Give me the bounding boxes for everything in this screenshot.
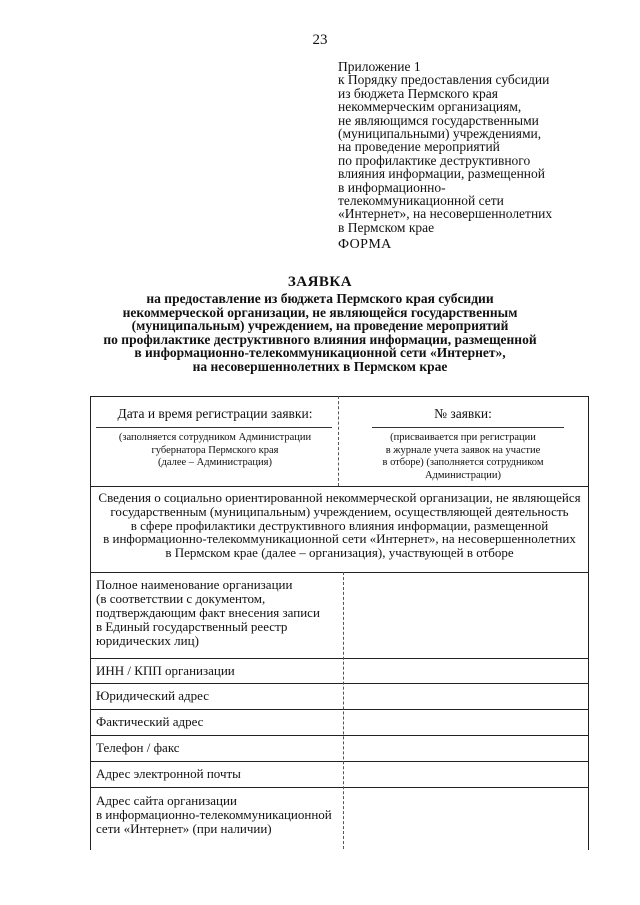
field-line: подтверждающим факт внесения записи bbox=[96, 605, 320, 620]
appendix-line: в информационно- bbox=[338, 179, 446, 195]
field-email bbox=[96, 767, 336, 781]
appendix-line: из бюджета Пермского края bbox=[338, 85, 498, 101]
note-line: Администрации) bbox=[424, 469, 502, 481]
appendix-line: некоммерческим организациям, bbox=[338, 99, 522, 115]
field-line: Юридический адрес bbox=[96, 688, 210, 703]
table-rule bbox=[90, 761, 589, 762]
subtitle-line: по профилактике деструктивного влияния информации, размещенной bbox=[103, 331, 537, 347]
table-rule bbox=[90, 658, 589, 659]
table-rule bbox=[90, 683, 589, 684]
field-line: Фактический адрес bbox=[96, 714, 204, 729]
field-line: Адрес сайта организации bbox=[96, 793, 237, 808]
appendix-line: телекоммуникационной сети bbox=[338, 193, 504, 209]
field-inn-kpp bbox=[96, 664, 336, 678]
field-line: Телефон / факс bbox=[96, 740, 180, 755]
appendix-line: в Пермском крае bbox=[338, 219, 435, 235]
field-phone-fax bbox=[96, 741, 336, 755]
field-line: юридических лиц) bbox=[96, 633, 199, 648]
field-line: Адрес электронной почты bbox=[96, 766, 241, 781]
note-line: (далее – Администрация) bbox=[158, 457, 272, 469]
organization-info-heading bbox=[90, 491, 589, 560]
field-legal-address bbox=[96, 689, 336, 703]
document-subtitle bbox=[80, 292, 560, 374]
table-rule bbox=[90, 787, 589, 788]
note-line: губернатора Пермского края bbox=[151, 444, 279, 456]
appendix-line: (муниципальными) учреждениями, bbox=[338, 126, 542, 142]
form-label: ФОРМА bbox=[338, 237, 392, 252]
subtitle-line: некоммерческой организации, не являющейся государственным bbox=[122, 304, 518, 320]
table-rule bbox=[90, 572, 589, 573]
appendix-line: к Порядку предоставления субсидии bbox=[338, 72, 550, 88]
info-line: в Пермском крае (далее – организация), участвующей в отборе bbox=[165, 545, 514, 561]
fields-divider bbox=[343, 572, 344, 849]
field-line: Полное наименование организации bbox=[96, 577, 293, 592]
field-line: ИНН / КПП организации bbox=[96, 663, 235, 678]
registration-date-line bbox=[96, 427, 332, 428]
field-actual-address bbox=[96, 715, 336, 729]
info-line: в информационно-телекоммуникационной сети «Интернет», на несовершеннолетних bbox=[103, 531, 576, 547]
info-line: в сфере профилактики деструктивного влияния информации, размещенной bbox=[130, 517, 549, 533]
table-rule bbox=[90, 735, 589, 736]
appendix-header bbox=[338, 60, 628, 234]
subtitle-line: в информационно-телекоммуникационной сети «Интернет», bbox=[134, 345, 506, 361]
field-line: в Единый государственный реестр bbox=[96, 619, 288, 634]
registration-date-note bbox=[92, 432, 338, 470]
field-website bbox=[96, 794, 336, 836]
application-number-label: № заявки: bbox=[434, 406, 492, 421]
page-number: 23 bbox=[312, 32, 328, 48]
document-title: ЗАЯВКА bbox=[287, 274, 353, 290]
appendix-line: не являющимся государственными bbox=[338, 112, 539, 128]
field-line: в информационно-телекоммуникационной bbox=[96, 807, 332, 822]
appendix-line: «Интернет», на несовершеннолетних bbox=[338, 206, 553, 222]
registration-date-label: Дата и время регистрации заявки: bbox=[117, 406, 313, 421]
note-line: (заполняется сотрудником Администрации bbox=[118, 432, 312, 443]
info-line: Сведения о социально ориентированной некоммерческой организации, не являющейся bbox=[98, 490, 581, 505]
table-rule bbox=[90, 486, 589, 487]
field-line: (в соответствии с документом, bbox=[96, 591, 266, 606]
note-line: в отборе) (заполняется сотрудником bbox=[382, 457, 544, 469]
note-line: (присваивается при регистрации bbox=[390, 432, 536, 443]
field-full-name bbox=[96, 578, 336, 648]
application-number-line bbox=[372, 427, 564, 428]
application-number-note bbox=[339, 432, 587, 482]
subtitle-line: (муниципальным) учреждением, на проведение мероприятий bbox=[131, 318, 509, 334]
appendix-line: Приложение 1 bbox=[338, 59, 421, 74]
appendix-line: на проведение мероприятий bbox=[338, 139, 500, 155]
note-line: в журнале учета заявок на участие bbox=[385, 444, 541, 456]
subtitle-line: на несовершеннолетних в Пермском крае bbox=[192, 358, 448, 374]
appendix-line: влияния информации, размещенной bbox=[338, 166, 545, 182]
field-line: сети «Интернет» (при наличии) bbox=[96, 821, 272, 836]
info-line: государственным (муниципальным) учреждением, осуществляющей деятельность bbox=[110, 503, 569, 519]
appendix-line: по профилактике деструктивного bbox=[338, 152, 531, 168]
subtitle-line: на предоставление из бюджета Пермского края субсидии bbox=[146, 291, 494, 306]
table-rule bbox=[90, 709, 589, 710]
